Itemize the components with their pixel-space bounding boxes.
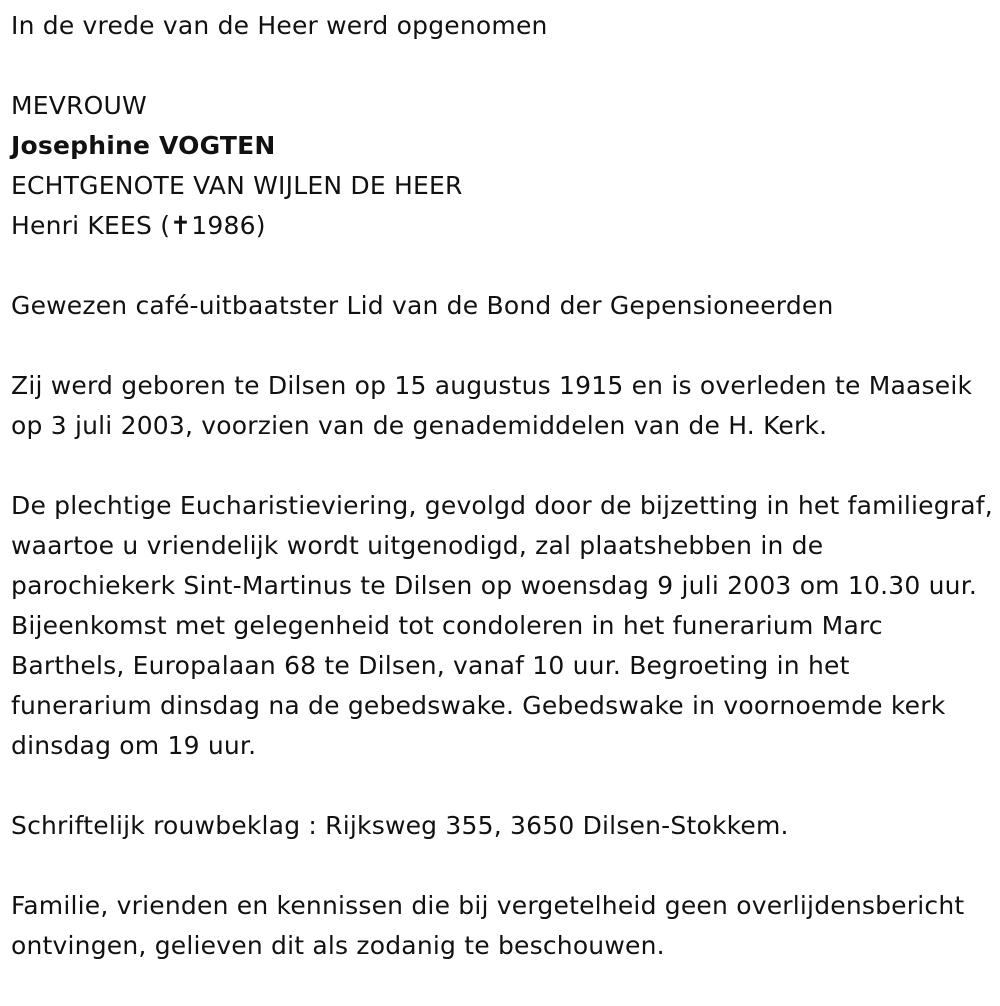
obituary-notice: [11, 6, 993, 966]
condolence-address: Schriftelijk rouwbeklag : Rijksweg 355, 3650 Dilsen-Stokkem.: [11, 811, 789, 840]
spacer: [11, 246, 993, 286]
spacer: [11, 766, 993, 806]
ceremony-paragraph: De plechtige Eucharistieviering, gevolgd door de bijzetting in het familiegraf, waartoe u vriendelijk wordt uitgenodigd, zal plaatshebben in de parochiekerk Sint-Martinus te Dilsen op woensdag 9 juli 2003 om 10.30 uur. Bijeenkomst met gelegenheid tot condoleren in het funerarium Marc Barthels, Europalaan 68 te Dilsen, vanaf 10 uur. Begroeting in het funerarium dinsdag na de gebedswake. Gebedswake in voornoemde kerk dinsdag om 19 uur.: [11, 491, 993, 760]
intro-text: In de vrede van de Heer werd opgenomen: [11, 11, 548, 40]
spacer: [11, 326, 993, 366]
spouse-text: Henri KEES (✝1986): [11, 211, 266, 240]
deceased-name: Josephine VOGTEN: [11, 131, 276, 160]
closing-paragraph: Familie, vrienden en kennissen die bij vergetelheid geen overlijdensbericht ontvingen, gelieven dit als zodanig te beschouwen.: [11, 891, 965, 960]
occupation-text: Gewezen café-uitbaatster Lid van de Bond der Gepensioneerden: [11, 291, 834, 320]
spacer: [11, 446, 993, 486]
spacer: [11, 846, 993, 886]
birth-death-paragraph: Zij werd geboren te Dilsen op 15 augustus 1915 en is overleden te Maaseik op 3 juli 2003, voorzien van de genademiddelen van de H. Kerk.: [11, 371, 973, 440]
relation-text: ECHTGENOTE VAN WIJLEN DE HEER: [11, 171, 463, 200]
spacer: [11, 46, 993, 86]
salutation-text: MEVROUW: [11, 91, 147, 120]
